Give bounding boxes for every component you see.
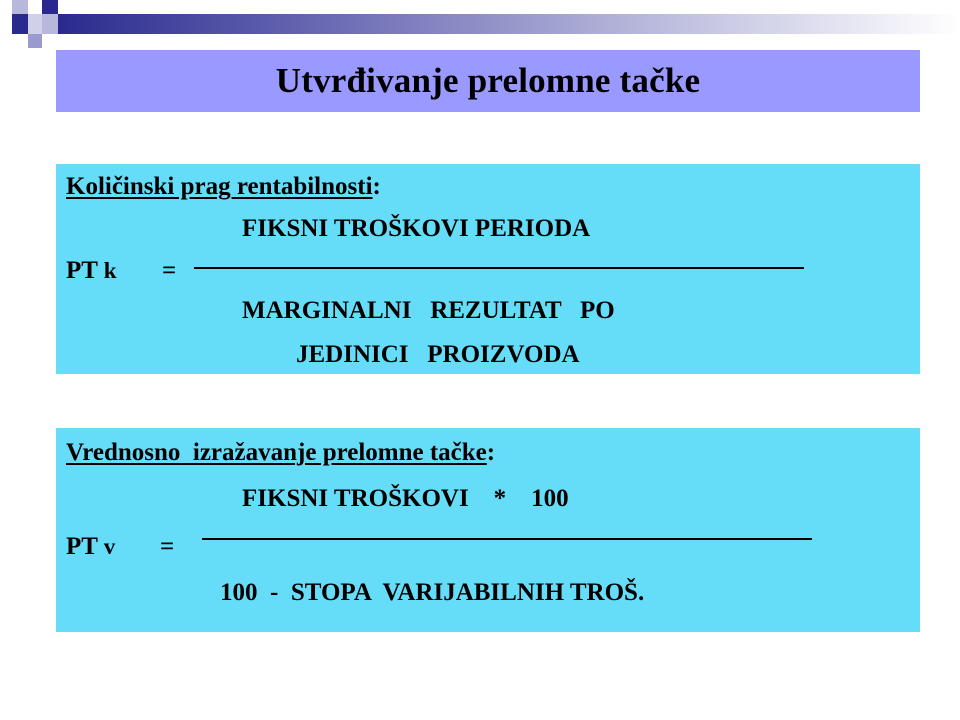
box2-label-main: PT xyxy=(66,533,98,560)
box2-heading-text: Vrednosno izražavanje prelomne tačke xyxy=(66,439,487,466)
box2-numerator: FIKSNI TROŠKOVI * 100 xyxy=(242,485,569,512)
box2-label-sub: v xyxy=(103,534,116,559)
box1-heading-text: Količinski prag rentabilnosti xyxy=(66,173,373,200)
value-breakeven-box xyxy=(56,428,920,632)
box1-denominator-line2: JEDINICI PROIZVODA xyxy=(296,341,580,368)
box1-heading-colon: : xyxy=(372,173,381,200)
box2-denominator: 100 - STOPA VARIJABILNIH TROŠ. xyxy=(220,579,645,606)
decor-square xyxy=(28,34,42,48)
box2-formula-label xyxy=(66,534,115,559)
box2-heading xyxy=(66,440,495,465)
box1-heading xyxy=(66,174,381,199)
box2-equals: = xyxy=(160,533,175,560)
title-banner xyxy=(56,50,920,112)
header-gradient-bar xyxy=(58,14,960,34)
decor-square xyxy=(12,14,28,34)
decor-square xyxy=(42,14,58,34)
box1-formula-label xyxy=(66,258,117,283)
box2-fraction-line xyxy=(202,538,812,540)
box1-numerator: FIKSNI TROŠKOVI PERIODA xyxy=(242,215,591,242)
decor-square xyxy=(42,0,58,14)
box1-label-sub: k xyxy=(103,258,117,283)
quantity-breakeven-box xyxy=(56,164,920,374)
decor-square xyxy=(28,14,42,34)
decor-square xyxy=(12,0,28,14)
box2-heading-colon: : xyxy=(486,439,496,466)
box1-equals: = xyxy=(162,257,177,284)
box1-fraction-line xyxy=(194,267,804,269)
box1-label-main: PT xyxy=(66,257,98,284)
box1-denominator-line1: MARGINALNI REZULTAT PO xyxy=(242,297,615,324)
slide-title: Utvrđivanje prelomne tačke xyxy=(275,61,701,100)
